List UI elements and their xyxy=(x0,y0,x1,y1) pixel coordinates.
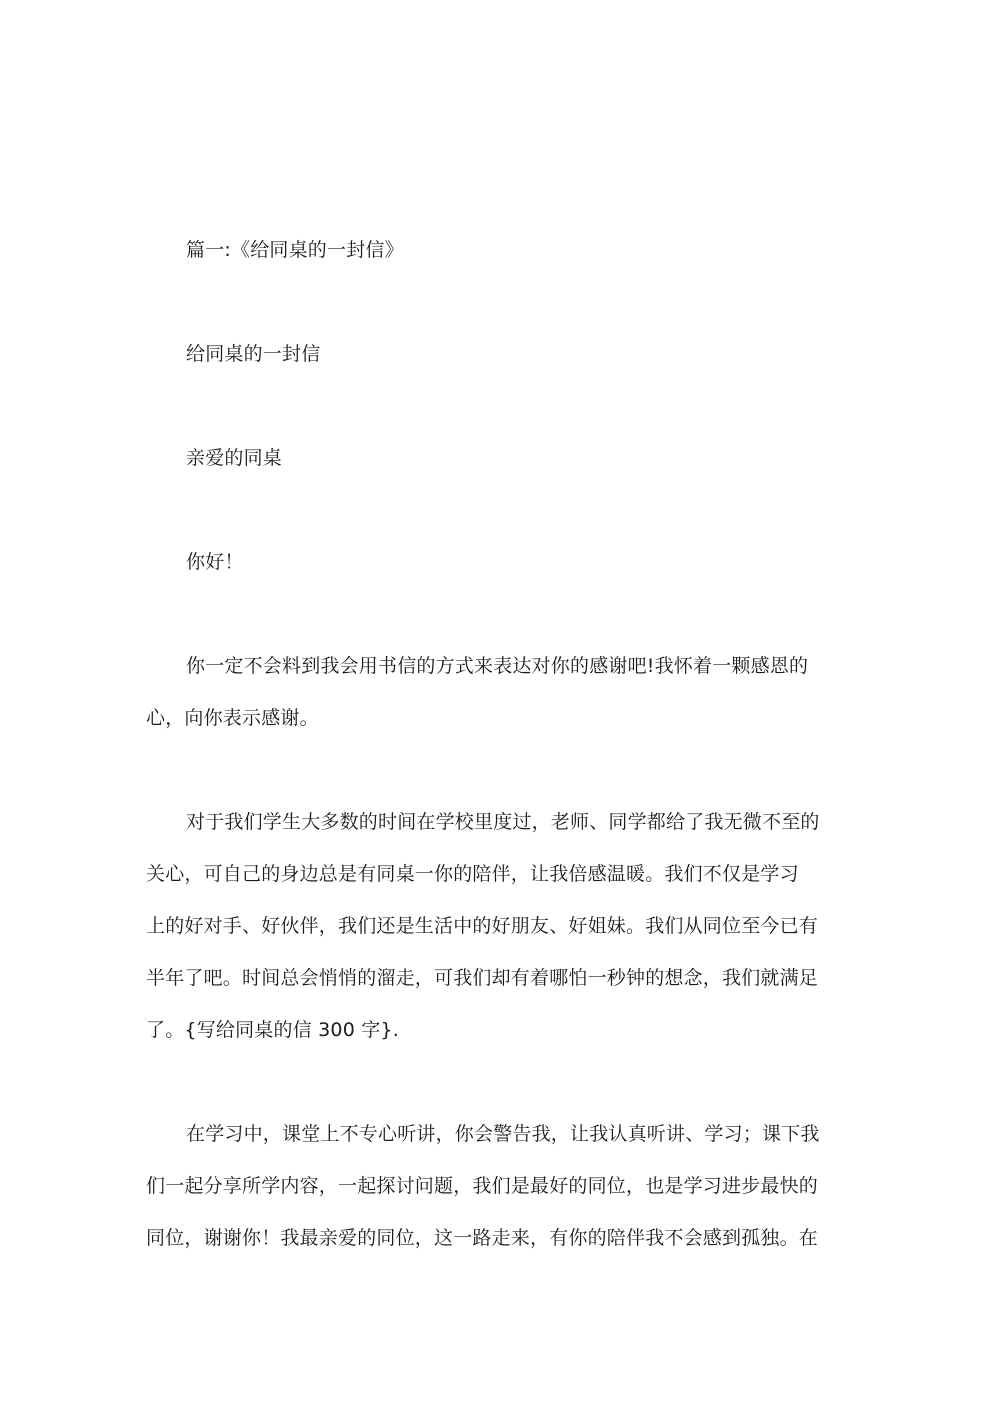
paragraph-line: 上的好对手、好伙伴，我们还是生活中的好朋友、好姐妹。我们从同位至今已有 xyxy=(146,915,819,937)
paragraph-line: 们一起分享所学内容，一起探讨问题，我们是最好的同位，也是学习进步最快的 xyxy=(146,1175,819,1197)
paragraph-line: 心，向你表示感谢。 xyxy=(146,707,319,729)
paragraph-line: 同位，谢谢你！我最亲爱的同位，这一路走来，有你的陪伴我不会感到孤独。在 xyxy=(146,1227,819,1249)
section-heading: 篇一:《给同桌的一封信》 xyxy=(186,239,404,261)
greeting: 你好！ xyxy=(186,551,244,573)
paragraph-line: 了。{写给同桌的信 300 字}. xyxy=(146,1019,399,1041)
salutation: 亲爱的同桌 xyxy=(186,447,283,469)
paragraph-line: 半年了吧。时间总会悄悄的溜走，可我们却有着哪怕一秒钟的想念，我们就满足 xyxy=(146,967,819,989)
letter-title: 给同桌的一封信 xyxy=(186,343,321,365)
paragraph-line: 在学习中，课堂上不专心听讲，你会警告我，让我认真听讲、学习；课下我 xyxy=(186,1123,820,1145)
paragraph-line: 对于我们学生大多数的时间在学校里度过，老师、同学都给了我无微不至的 xyxy=(186,811,820,833)
paragraph-line: 关心，可自己的身边总是有同桌一你的陪伴，让我倍感温暖。我们不仅是学习 xyxy=(146,863,799,885)
paragraph-line: 你一定不会料到我会用书信的方式来表达对你的感谢吧!我怀着一颗感恩的 xyxy=(186,655,809,677)
